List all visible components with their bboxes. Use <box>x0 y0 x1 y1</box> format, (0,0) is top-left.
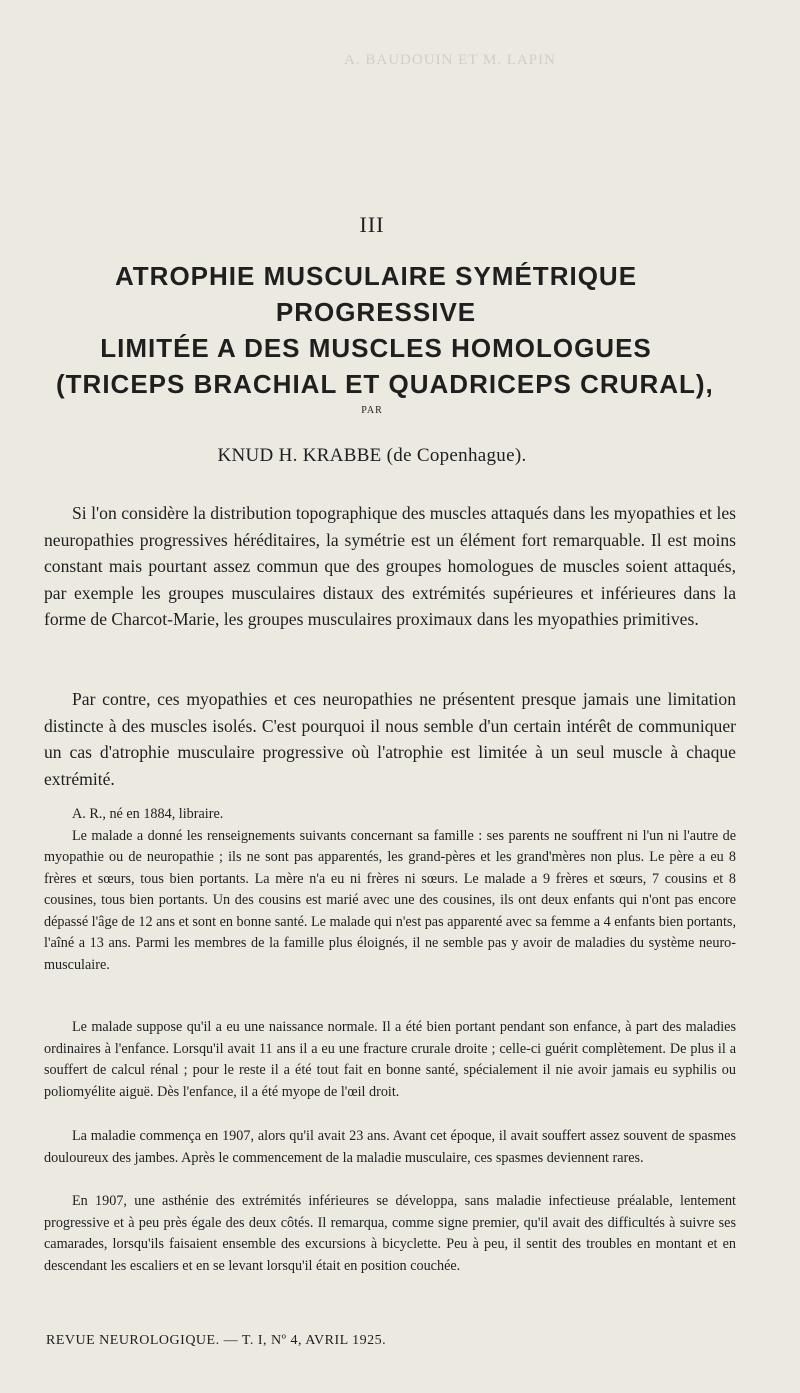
title-line: PROGRESSIVE <box>275 297 477 327</box>
case-intro: A. R., né en 1884, libraire. <box>72 806 224 822</box>
case-intro-block <box>44 804 736 976</box>
disease-onset: La maladie commença en 1907, alors qu'il avait 23 ans. Avant cet époque, il avait souffert assez souvent de spasmes douloureux des jambes. Après le commencement de la maladie musculaire, ces spasmes deviennent rares. <box>44 1128 736 1166</box>
onset-block <box>44 1126 736 1169</box>
article-title <box>56 258 714 402</box>
paragraph-text: Si l'on considère la distribution topographique des muscles attaqués dans les myopathies et les neuropathies progressives héréditaires, la symétrie est un élément fort remarquable. Il est moins constant mais pourtant assez commun que des groupes homologues de muscles soient attaqués, par exemple les groupes musculaires distaux des extrémités supérieures et inférieures dans la forme de Charcot-Marie, les groupes musculaires proximaux dans les myopathies primitives. <box>44 503 736 630</box>
family-history: Le malade a donné les renseignements suivants concernant sa famille : ses parents ne souffrent ni l'un ni l'autre de myopathie ou de neuropathie ; ils ne sont pas apparentés, les grand-pères et les grand'mères non plus. Le père a eu 8 frères et sœurs, tous bien portants. La mère n'a eu ni frères ni sœurs. Le malade a 9 frères et sœurs, 7 cousins et 8 cousines, tous bien portants. Un des cousins est marié avec une des cousines, ils ont deux enfants qui n'ont pas encore dépassé l'âge de 12 ans et sont en bonne santé. Le malade qui n'est pas apparenté avec sa femme a 4 enfants bien portants, l'aîné a 13 ans. Parmi les membres de la famille plus éloignés, il ne semble pas y avoir de maladies du système neuro-musculaire. <box>44 827 736 973</box>
course-block <box>44 1191 736 1277</box>
author-name: KNUD H. KRABBE (de Copenhague). <box>217 445 527 466</box>
title-line: ATROPHIE MUSCULAIRE SYMÉTRIQUE <box>114 261 638 291</box>
running-head: A. BAUDOUIN ET M. LAPIN <box>344 52 556 68</box>
personal-history-block <box>44 1017 736 1103</box>
title-line: LIMITÉE A DES MUSCLES HOMOLOGUES <box>100 333 652 363</box>
body-paragraph-1 <box>44 500 736 633</box>
body-paragraph-2 <box>44 686 736 792</box>
disease-course: En 1907, une asthénie des extrémités inférieures se développa, sans maladie infectieuse préalable, lentement progressive et à peu près égale des deux côtés. Il remarqua, comme signe premier, qu'il avait des difficultés à suivre ses camarades, lorsqu'ils faisaient ensemble des excursions à bicyclette. Peu à peu, il sentit des troubles en montant et en descendant les escaliers et en se levant lorsqu'il était en position couchée. <box>44 1193 736 1274</box>
journal-citation: REVUE NEUROLOGIQUE. — T. I, Nº 4, AVRIL 1925. <box>46 1333 387 1348</box>
title-line: (TRICEPS BRACHIAL ET QUADRICEPS CRURAL), <box>56 369 714 399</box>
section-number: III <box>359 212 385 237</box>
paragraph-text: Par contre, ces myopathies et ces neuropathies ne présentent presque jamais une limitation distincte à des muscles isolés. C'est pourquoi il nous semble d'un certain intérêt de communiquer un cas d'atrophie musculaire progressive où l'atrophie est limitée à un seul muscle à chaque extrémité. <box>44 689 736 789</box>
byline-par: PAR <box>361 405 383 416</box>
personal-history: Le malade suppose qu'il a eu une naissance normale. Il a été bien portant pendant son enfance, à part des maladies ordinaires à l'enfance. Lorsqu'il avait 11 ans il a eu une fracture crurale droite ; celle-ci guérit complètement. De plus il a souffert de calcul rénal ; pour le reste il a été tout fait en bonne santé, spécialement il nie avoir jamais eu syphilis ou poliomyélite aiguë. Dès l'enfance, il a été myope de l'œil droit. <box>44 1019 736 1100</box>
